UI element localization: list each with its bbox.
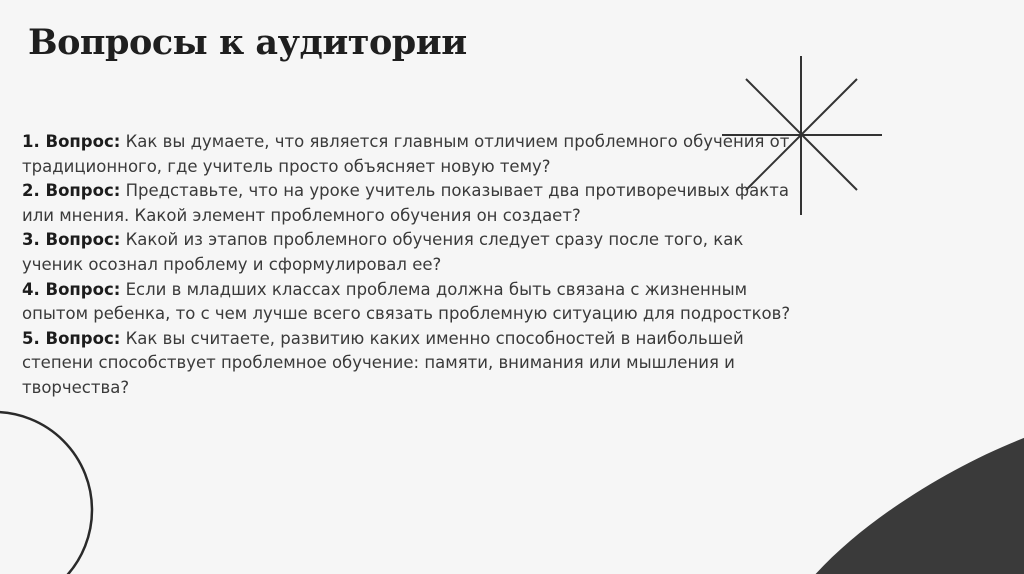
question-label: 3. Вопрос:: [22, 230, 121, 250]
question-text: Представьте, что на уроке учитель показывает два противоречивых факта или мнения. Какой элемент проблемного обучения он создает?: [22, 181, 789, 225]
question-label: 2. Вопрос:: [22, 181, 121, 201]
question-text: Как вы считаете, развитию каких именно способностей в наибольшей степени способствует проблемное обучение: памяти, внимания или мышления и творчества?: [22, 328, 744, 397]
circle-decoration: [0, 412, 92, 574]
question-2: [22, 179, 802, 228]
questions-list: [22, 130, 802, 401]
question-label: 5. Вопрос:: [22, 328, 121, 348]
question-5: [22, 327, 802, 401]
question-text: Какой из этапов проблемного обучения следует сразу после того, как ученик осознал проблему и сформулировал ее?: [22, 230, 744, 274]
leaf-decoration: [806, 432, 1024, 574]
slide-title: Вопросы к аудитории: [28, 22, 467, 63]
question-label: 4. Вопрос:: [22, 279, 121, 299]
question-3: [22, 228, 802, 277]
question-label: 1. Вопрос:: [22, 132, 121, 151]
question-text: Если в младших классах проблема должна быть связана с жизненным опытом ребенка, то с чем лучше всего связать проблемную ситуацию для подростков?: [22, 279, 791, 324]
question-4: [22, 278, 802, 327]
question-1: [22, 130, 802, 179]
question-text: Как вы думаете, что является главным отличием проблемного обучения от традиционного, где учитель просто объясняет новую тему?: [22, 132, 790, 176]
